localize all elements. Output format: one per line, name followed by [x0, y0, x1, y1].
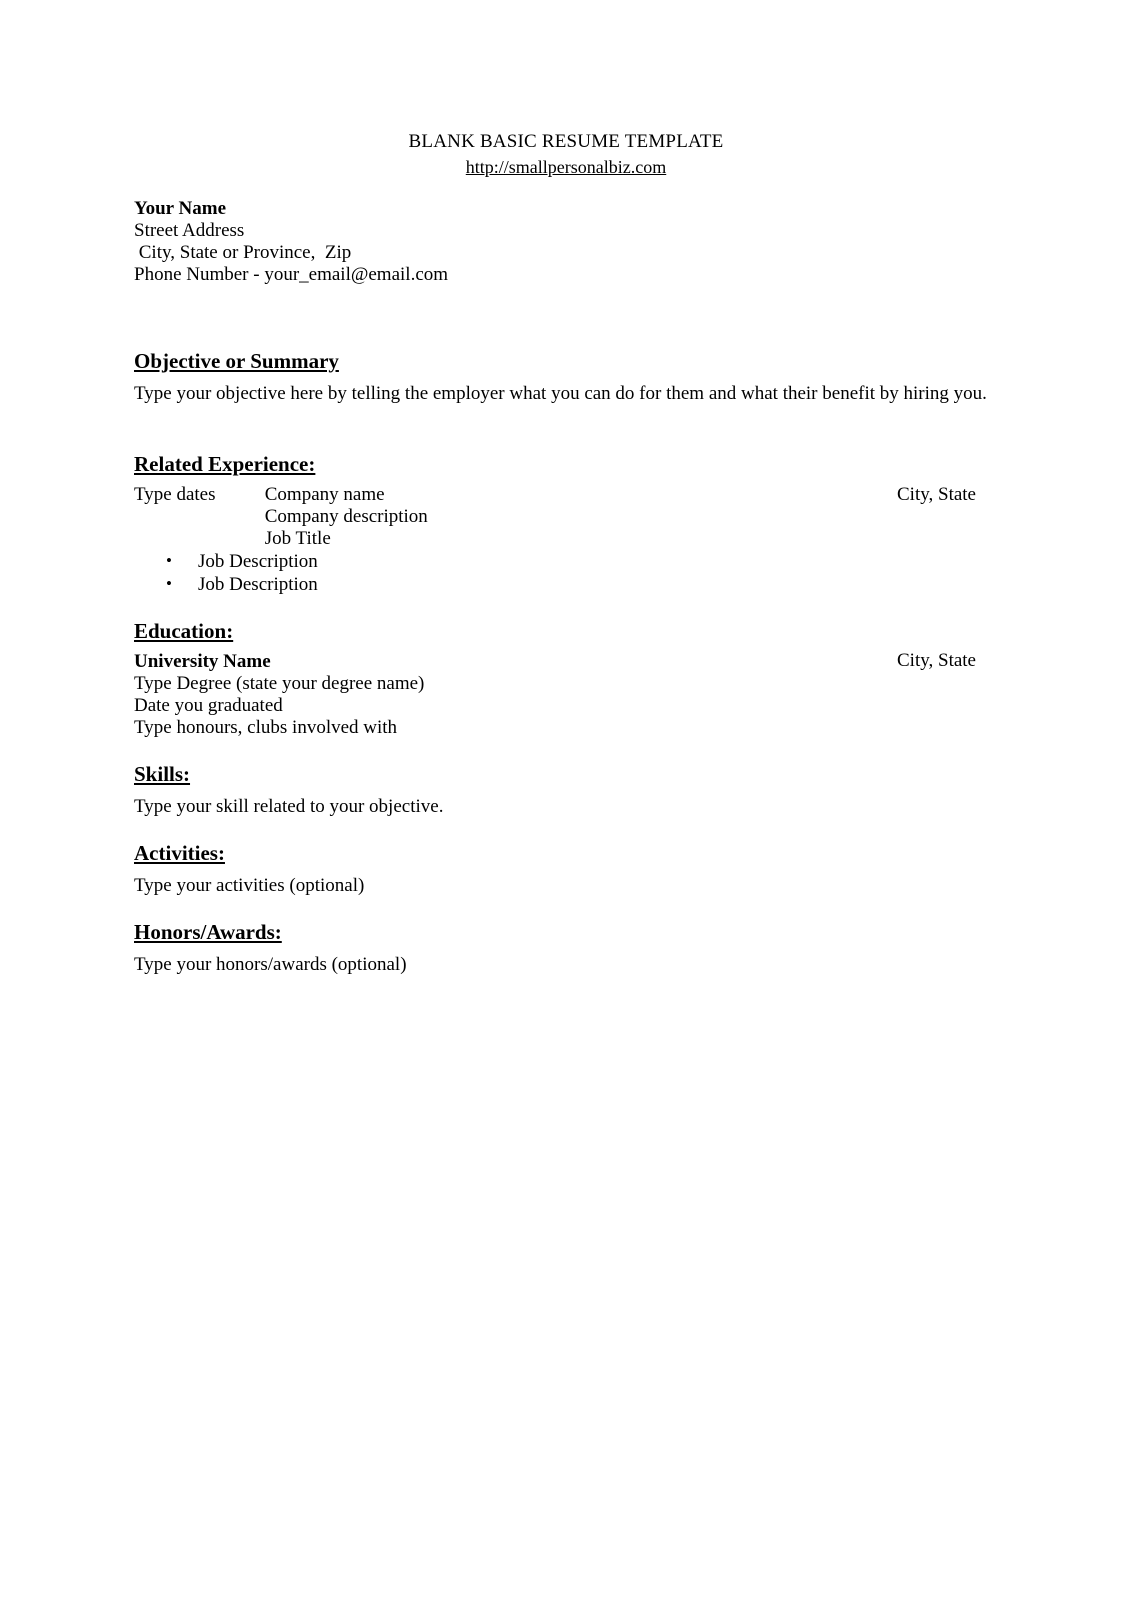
experience-job-title: Job Title	[264, 528, 331, 549]
education-entry	[134, 650, 994, 739]
section-heading-experience: Related Experience:	[134, 452, 316, 476]
spacer	[134, 286, 994, 348]
experience-bullet-list	[134, 550, 994, 596]
honors-body: Type your honors/awards (optional)	[134, 954, 407, 975]
document-body	[134, 198, 994, 976]
list-item: • Job Description	[134, 573, 994, 596]
applicant-name: Your Name	[134, 198, 227, 219]
spacer	[134, 818, 994, 840]
section-heading-skills: Skills:	[134, 762, 191, 786]
list-item: • Job Description	[134, 550, 994, 573]
spacer	[134, 596, 994, 618]
section-heading-objective: Objective or Summary	[134, 349, 339, 373]
experience-details	[265, 484, 428, 550]
objective-body: Type your objective here by telling the employer what you can do for them and what their benefit by hiring you.	[134, 383, 987, 404]
applicant-street-address: Street Address	[134, 220, 245, 241]
experience-company-name: Company name	[264, 484, 385, 505]
document-title: BLANK BASIC RESUME TEMPLATE	[408, 131, 724, 152]
applicant-contact: Phone Number - your_email@email.com	[134, 264, 449, 285]
spacer	[134, 739, 994, 761]
applicant-city-state-zip: City, State or Province, Zip	[134, 242, 352, 263]
experience-entry	[134, 484, 994, 550]
education-degree: Type Degree (state your degree name)	[134, 673, 425, 694]
education-graduation-date: Date you graduated	[134, 695, 283, 716]
education-honours: Type honours, clubs involved with	[134, 717, 398, 738]
experience-company-description: Company description	[264, 506, 428, 527]
source-url-link[interactable]: http://smallpersonalbiz.com	[465, 157, 667, 177]
experience-dates: Type dates	[134, 484, 216, 505]
section-heading-activities: Activities:	[134, 841, 225, 865]
spacer	[134, 897, 994, 919]
skills-body: Type your skill related to your objective.	[134, 796, 444, 817]
section-heading-education: Education:	[134, 619, 234, 643]
activities-body: Type your activities (optional)	[134, 875, 365, 896]
education-location: City, State	[897, 650, 976, 671]
experience-location: City, State	[897, 484, 976, 505]
spacer	[134, 405, 994, 451]
education-university-name: University Name	[134, 651, 271, 672]
section-heading-honors: Honors/Awards:	[134, 920, 282, 944]
